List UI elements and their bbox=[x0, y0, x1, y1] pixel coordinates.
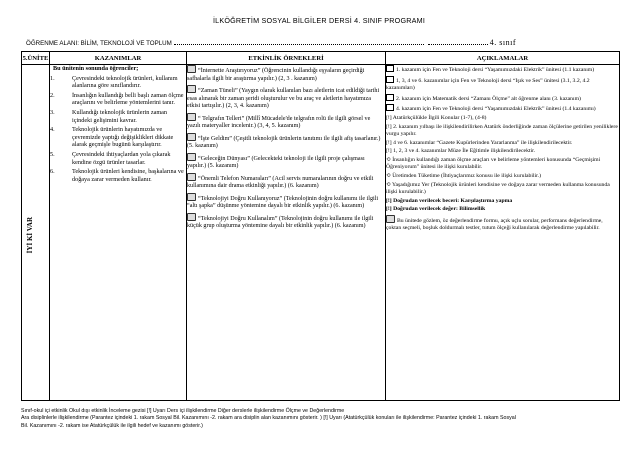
item-text: Teknolojik ürünleri kendisine, başkalarına ve doğaya zarar vermeden kullanır. bbox=[72, 168, 184, 183]
activity-item bbox=[187, 65, 385, 83]
other-subject-icon bbox=[386, 94, 394, 101]
activities-cell bbox=[187, 65, 386, 401]
item-text: Çevresindeki teknolojik ürünleri, kullanım alanlarına göre sınıflandırır. bbox=[72, 74, 178, 90]
note-item bbox=[386, 115, 619, 122]
notes-header: AÇIKLAMALAR bbox=[386, 52, 620, 65]
item-text: İnsanlığın kullandığı belli başlı zaman ölçme araçlarını ve belirleme yöntemlerini tanır. bbox=[72, 91, 184, 107]
header-row bbox=[22, 52, 620, 65]
outdoor-activity-icon bbox=[187, 153, 196, 161]
note-item bbox=[386, 206, 619, 213]
activity-text: “Önemli Telefon Numaraları” (Acil servis numaralarının doğru ve etkili kullanımına dair drama etkinliği yapılır.) (6. kazanım) bbox=[187, 175, 374, 189]
page-title: İLKÖĞRETİM SOSYAL BİLGİLER DERSİ 4. SINIF PROGRAMI bbox=[212, 16, 426, 25]
item-text: Teknolojik ürünlerin hayatımızda ve çevremizde yaptığı değişiklikleri dikkate alarak geçmişle bugünü karşılaştırır. bbox=[72, 126, 174, 149]
activity-text: “İnternette Araştırıyoruz” (Öğrencinin kullandığı eşyaların geçirdiği safhalarla ilgili bir araştırma yapılır.) (2, 3 . kazanım) bbox=[187, 68, 365, 82]
activity-text: “ Telgrafın Telleri” (Millî Mücadele'de telgrafın rolü ile ilgili görsel ve yazılı materyaller incelenir.) (3, 4, 5. kazanım) bbox=[187, 115, 371, 129]
learning-area-label: ÖĞRENME ALANI: BİLİM, TEKNOLOJİ VE TOPLUM bbox=[26, 40, 172, 47]
activity-item bbox=[187, 153, 385, 171]
item-text: Çevresindeki ihtiyaçlardan yola çıkarak kendine özgü ürünler tasarlar. bbox=[72, 150, 171, 166]
list-item bbox=[50, 168, 186, 183]
list-item bbox=[50, 151, 186, 166]
list-item bbox=[50, 109, 186, 124]
note-text: Yaşadığımız Yer (Teknolojik ürünleri kendisine ve doğaya zarar vermeden kullanma konusunda ilişki kurulabilir.) bbox=[386, 181, 610, 195]
learning-area bbox=[26, 38, 616, 50]
item-number: 1. bbox=[50, 74, 55, 82]
activity-item bbox=[187, 113, 385, 131]
outcomes-header: KAZANIMLAR bbox=[50, 52, 187, 65]
legend bbox=[21, 408, 621, 430]
unit-header: 5.ÜNİTE bbox=[22, 52, 50, 65]
note-item bbox=[386, 140, 619, 147]
note-item bbox=[386, 182, 619, 196]
note-item bbox=[386, 173, 619, 180]
activity-item bbox=[187, 193, 385, 211]
note-text: [!] Doğrudan verilecek değer: Bilimsellik bbox=[386, 206, 486, 213]
note-text: [!] 2. kazanım yılbaşı ile ilişkilendirilirken Atatürk önderliğinde zaman ölçülerine getirilen yeniliklere vurgu yapılır. bbox=[386, 123, 618, 137]
dotted-line bbox=[174, 41, 424, 45]
assessment-icon bbox=[386, 215, 395, 223]
note-text: 1, 3, 4 ve 6. kazanımlar için Fen ve Teknoloji dersi “Işık ve Ses” ünitesi (3.1, 3.2, 4.2 kazanımları) bbox=[386, 77, 590, 91]
grade-label: 4. sınıf bbox=[489, 38, 517, 47]
link-icon: ⟲ bbox=[386, 181, 391, 188]
class-activity-icon bbox=[187, 113, 196, 121]
note-text: 2. kazanım için Matematik dersi “Zamanı Ölçme” alt öğrenme alanı (3. kazanım) bbox=[396, 95, 581, 102]
note-text: [!] Atatürkçülükle İlgili Konular (1-7), (4-8) bbox=[386, 115, 487, 122]
legend-line-2: Ara disiplinlerle ilişkilendirme (Parantez içindeki 1. rakam Sosyal Bil. Kazanımını -2. rakam ara disiplin alan kazanımını gösterir. ) [!] Uyarı (Atatürkçülük konuları ile ilişkilendirme: Parantez içindeki 1. rakam Sosyal bbox=[21, 415, 516, 422]
class-activity-icon bbox=[187, 85, 196, 93]
class-activity-icon bbox=[187, 213, 196, 221]
note-item bbox=[386, 104, 619, 113]
link-icon: ⟲ bbox=[386, 157, 391, 164]
activity-item bbox=[187, 173, 385, 191]
note-text: Bu ünitede gözlem, öz değerlendirme formu, açık uçlu sorular, performans değerlendirme, çoktan seçmeli, boşluk doldurmalı testler, tutum ölçeği kullanılarak değerlendirme yapılabilir. bbox=[386, 217, 603, 232]
note-item bbox=[386, 157, 619, 171]
activities-header: ETKİNLİK ÖRNEKLERİ bbox=[187, 52, 386, 65]
outcomes-intro: Bu ünitenin sonunda öğrenciler; bbox=[53, 65, 139, 72]
note-item bbox=[386, 124, 619, 138]
unit-name: İYİ Kİ VAR bbox=[26, 217, 34, 254]
list-item bbox=[50, 126, 186, 149]
outcomes-list bbox=[50, 75, 186, 184]
note-item bbox=[386, 215, 619, 232]
item-text: Kullandığı teknolojik ürünlerin zaman içindeki gelişimini kavrar. bbox=[72, 108, 168, 124]
activity-text: “Zaman Tüneli” (Yaygın olarak kullanılan bazı aletlerin icat edildiği tarihi esas alınarak bir zaman şeridi oluşturulur ve bu araç ve aletlerin hayatımıza etkisi tartışılır.) (2, 3, 4. kazanım) bbox=[187, 88, 380, 109]
notes-cell bbox=[386, 65, 620, 401]
note-text: İnsanlığın kullandığı zaman ölçme araçları ve belirleme yöntemleri konusunda “Geçmişimi Öğreniyorum” ünitesi ile ilişki kurulabilir. bbox=[386, 157, 601, 171]
item-number: 4. bbox=[50, 126, 55, 134]
class-activity-icon bbox=[187, 173, 196, 181]
note-text: Üretimden Tüketime (İhtiyaçlarımız konusu ile ilişki kurulabilir.) bbox=[392, 172, 542, 179]
other-subject-icon bbox=[386, 104, 394, 111]
note-text: [!] 4 ve 6. kazanımlar “Gazete Kupürlerinden Yararlanma” ile ilişkilendirilecektir. bbox=[386, 139, 573, 146]
program-table bbox=[21, 51, 620, 401]
activity-text: “İşte Geldim” (Çeşitli teknolojik ürünlerin tanıtımı ile ilgili afiş tasarlanır.) (5. kazanım) bbox=[187, 135, 381, 149]
item-number: 2. bbox=[50, 91, 55, 99]
class-activity-icon bbox=[187, 133, 196, 141]
other-subject-icon bbox=[386, 76, 394, 83]
legend-line-1: Sınıf-okul içi etkinlik Okul dışı etkinlik İnceleme gezisi [!] Uyarı Ders içi ilişkilendirme Diğer derslerle ilişkilendirme Ölçme ve Değerlendirme bbox=[21, 408, 345, 414]
activity-item bbox=[187, 85, 385, 111]
note-text: 1. kazanım için Fen ve Teknoloji dersi “Yaşamımızdaki Elektrik” ünitesi (1.1 kazanım) bbox=[396, 67, 595, 73]
item-number: 5. bbox=[50, 150, 55, 158]
legend-line-3: Bil. Kazanımını -2. rakam ise Atatürkçülük ile ilgili hedef ve kazanımı gösterir.) bbox=[21, 422, 203, 429]
note-item bbox=[386, 94, 619, 103]
class-activity-icon bbox=[187, 193, 196, 201]
note-text: [!] Doğrudan verilecek beceri: Karşılaştırma yapma bbox=[386, 197, 513, 204]
content-row bbox=[22, 65, 620, 401]
other-subject-icon bbox=[386, 65, 394, 72]
activity-text: “Geleceğin Dünyası” (Gelecekteki teknoloji ile ilgili proje çalışması yapılır.) (5. kazanım) bbox=[187, 155, 365, 169]
link-icon: ⟲ bbox=[386, 172, 391, 179]
item-number: 3. bbox=[50, 108, 55, 116]
class-activity-icon bbox=[187, 65, 196, 73]
activity-item bbox=[187, 213, 385, 231]
dotted-line-2 bbox=[428, 41, 488, 45]
activity-text: “Teknolojiyi Doğru Kullanıyoruz” (Teknolojinin doğru kullanımı ile ilgili “altı şapka” düşünme yöntemine dayalı bir etkinlik yapılır.) (6. kazanım) bbox=[187, 195, 379, 209]
note-item bbox=[386, 198, 619, 205]
note-text: [!] 1, 2, 3 ve 4. kazanımlar Müze İle Eğitimle ilişkilendirilecektir. bbox=[386, 148, 536, 155]
outcomes-cell bbox=[50, 65, 187, 401]
note-item bbox=[386, 148, 619, 155]
note-item bbox=[386, 65, 619, 74]
list-item bbox=[50, 75, 186, 90]
note-item bbox=[386, 76, 619, 92]
unit-cell bbox=[22, 65, 50, 401]
activity-text: “Teknolojiyi Doğru Kullanalım” (Teknolojinin doğru kullanımı ile ilgili küçük grup oluşturma yöntemine dayalı bir etkinlik yapılır.) (6. kazanım) bbox=[187, 215, 374, 229]
list-item bbox=[50, 92, 186, 107]
item-number: 6. bbox=[50, 168, 55, 176]
note-text: 4. kazanım için Fen ve Teknoloji dersi “Yaşamımızdaki Elektrik” ünitesi (1.4 kazanımı) bbox=[396, 106, 596, 113]
activity-item bbox=[187, 133, 385, 151]
